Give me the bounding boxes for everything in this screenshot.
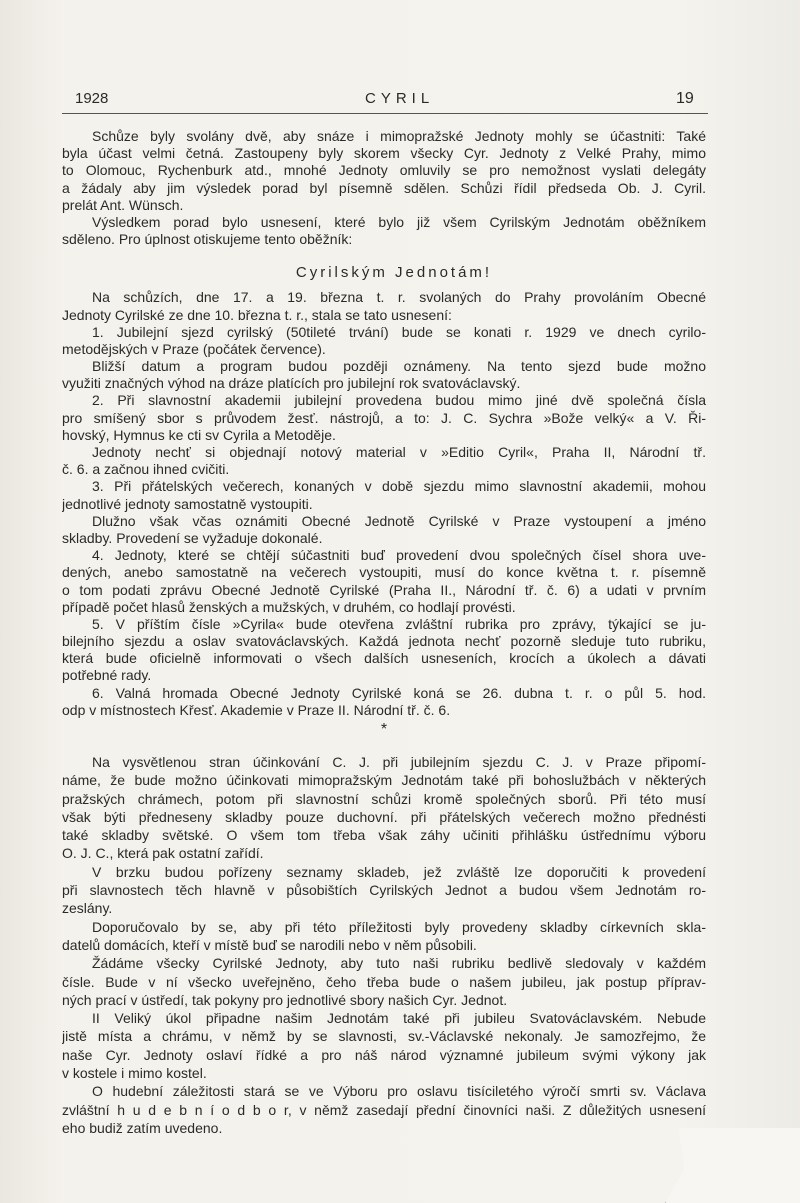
text-line: Na vysvětlenou stran účinkování C. J. při jubilejním sjezdu C. J. v Praze připomí- xyxy=(92,754,706,770)
text-line: O hudební záležitosti stará se ve Výboru pro oslavu tisíciletého výročí smrti sv. Václava xyxy=(92,1083,706,1100)
paragraph xyxy=(62,478,706,512)
text-line: O. J. C., která pak ostatní zařídí. xyxy=(62,845,264,862)
text-line: Žádáme všecky Cyrilské Jednoty, aby tuto naši rubriku bedlivě sledovaly v každém xyxy=(92,955,706,972)
text-line: Jednoty nechť si objednají notový material v »Editio Cyril«, Praha II, Národní tř. xyxy=(92,444,706,460)
circular-heading: Cyrilským Jednotám! xyxy=(295,264,493,282)
resolutions-section xyxy=(62,289,706,719)
text-line: která bude oficielně informovati o všech dalších usneseních, krocích a úkolech a dávati xyxy=(62,650,706,667)
text-line: o tom podati zprávu Obecné Jednotě Cyrilské (Praha II., Národní tř. č. 6) a udati v prvním xyxy=(62,581,706,598)
text-line: hovský, Hymnus ke cti sv Cyrila a Metoděje. xyxy=(62,426,336,443)
text-line: Na schůzích, dne 17. a 19. března t. r. svolaných do Prahy provoláním Obecné xyxy=(92,289,706,306)
text-line: č. 6. a začnou ihned cvičiti. xyxy=(62,461,230,478)
text-line: II Veliký úkol připadne našim Jednotám také při jubileu Svatováclavském. Nebude xyxy=(92,1010,706,1027)
paragraph xyxy=(62,753,706,863)
text-line: bilejního sjezdu a oslav svatováclavských. Každá jednota nechť pozorně sleduje tuto rubriku, xyxy=(62,633,706,650)
text-line: V brzku budou pořízeny seznamy skladeb, jež zvláště lze doporučiti k provedení xyxy=(92,863,706,880)
text-line: Doporučovalo by se, aby při této příležitosti byly provedeny skladby církevních skla- xyxy=(92,918,706,935)
paragraph xyxy=(62,547,706,616)
paragraph xyxy=(62,1009,706,1082)
header-year: 1928 xyxy=(75,90,109,107)
header-rule xyxy=(62,113,708,114)
paragraph xyxy=(62,1082,706,1137)
article-body xyxy=(62,128,706,1137)
text-line: skladby. Provedení se vyžaduje dokonalé. xyxy=(62,529,323,546)
paragraph xyxy=(62,616,706,685)
text-line: odp v místnostech Křesť. Akademie v Praze II. Národní tř. č. 6. xyxy=(62,701,451,718)
paragraph xyxy=(62,324,706,358)
text-line: náme, že bude možno účinkovati mimopražským Jednotám také při bohoslužbách v některých xyxy=(62,772,706,789)
text-line: to Olomouc, Rychenburk atd., mnohé Jednoty omluvily se pro nemožnost vyslati delegáty xyxy=(62,162,706,179)
text-line: sděleno. Pro úplnost otiskujeme tento oběžník: xyxy=(62,231,353,248)
text-line: 6. Valná hromada Obecné Jednoty Cyrilské koná se 26. dubna t. r. o půl 5. hod. xyxy=(92,684,706,701)
text-line: však býti předneseny skladby pouze duchovní. při přátelských večerech možno přednésti xyxy=(62,808,706,825)
text-line: prelát Ant. Wünsch. xyxy=(62,196,184,213)
text-line: případě počet hlasů ženských a mužských, v druhém, co hodlají provésti. xyxy=(62,598,516,615)
paragraph xyxy=(62,392,706,444)
paragraph xyxy=(62,358,706,392)
paragraph xyxy=(62,918,706,955)
text-line: datelů domácích, kteří v místě buď se narodili nebo v něm působili. xyxy=(62,936,477,953)
paragraph xyxy=(62,128,706,214)
header-title: CYRIL xyxy=(365,90,435,107)
notes-section xyxy=(62,753,706,1137)
text-line: využiti značných výhod na dráze platících pro jubilejní rok svatováclavský. xyxy=(62,375,521,392)
text-line: dených, anebo samostatně na večerech vystoupiti, musí do konce května t. r. písemně xyxy=(62,564,706,581)
text-line: Výsledkem porad bylo usnesení, které bylo již všem Cyrilským Jednotám oběžníkem xyxy=(92,213,706,230)
paragraph xyxy=(62,444,706,478)
text-line: metodějských v Praze (počátek července). xyxy=(62,340,326,357)
text-line: potřebné rady. xyxy=(62,667,152,684)
text-line: pražských chrámech, potom při slavnostní schůzi kromě společných sborů. Při této musí xyxy=(62,790,706,807)
text-line: 5. V příštím čísle »Cyrila« bude otevřena zvláštní rubrika pro zprávy, týkající se ju- xyxy=(92,615,706,632)
text-line: při slavnostech těch hlavně v působištích Cyrilských Jednot a budou všem Jednotám ro- xyxy=(62,882,706,899)
text-line: Dlužno však včas oznámiti Obecné Jednotě Cyrilské v Praze vystoupení a jméno xyxy=(92,512,706,529)
text-line: Jednoty Cyrilské ze dne 10. března t. r., stala se tato usnesení: xyxy=(62,306,452,323)
text-line: byla účast velmi četná. Zastoupeny byly skorem všecky Cyr. Jednoty z Velké Prahy, mimo xyxy=(62,145,706,162)
paragraph xyxy=(62,214,706,248)
text-line: čísle. Bude v ní všecko uveřejněno, čeho třeba bude o našem jubileu, jak postup příprav- xyxy=(62,973,706,990)
intro-section xyxy=(62,128,706,248)
text-line: zeslány. xyxy=(62,900,113,917)
paragraph xyxy=(62,863,706,918)
paragraph xyxy=(62,685,706,719)
paragraph xyxy=(62,954,706,1009)
text-line: naše Cyr. Jednoty oslaví řídké a pro náš národ významné jubileum svými výkony jak xyxy=(62,1046,706,1063)
text-line: Schůze byly svolány dvě, aby snáze i mimopražské Jednoty mohly se účastniti: Také xyxy=(92,128,706,144)
text-line: ných prací v ústředí, tak pokyny pro jednotlivé sbory našich Cyr. Jednot. xyxy=(62,991,508,1008)
page-corner-curl xyxy=(665,1128,800,1203)
text-line: 4. Jednoty, které se chtějí súčastniti buď provedení dvou společných čísel shora uve- xyxy=(92,547,706,564)
text-line: také skladby světské. O všem tom třeba však záhy učiniti přihlášku ústřednímu výboru xyxy=(62,827,706,844)
text-line: jistě místa a chrámu, v němž by se slavnosti, sv.-Václavské nekonaly. Je samozřejmo, že xyxy=(62,1028,706,1045)
text-line: zvláštní h u d e b n í o d b o r, v němž zasedají přední činovníci naši. Z důležitých usnesení xyxy=(62,1101,706,1118)
page-number: 19 xyxy=(676,90,694,107)
text-line: pro smíšený sbor s průvodem žesť. nástrojů, a to: J. C. Sychra »Bože velký« a V. Ři- xyxy=(62,409,706,426)
text-line: v kostele i mimo kostel. xyxy=(62,1065,207,1082)
text-line: a žádaly aby jim výsledek porad byl písemně sdělen. Schůzi řídil předseda Ob. J. Cyril. xyxy=(62,179,706,196)
paragraph xyxy=(62,289,706,323)
text-line: eho budiž zatím uvedeno. xyxy=(62,1119,223,1136)
text-line: Bližší datum a program budou později oznámeny. Na tento sjezd bude možno xyxy=(92,358,706,375)
section-separator: * xyxy=(380,721,388,738)
text-line: 1. Jubilejní sjezd cyrilský (50tileté trvání) bude se konati r. 1929 ve dnech cyrilo- xyxy=(92,323,706,340)
text-line: jednotlivé jednoty samostatně vystoupiti. xyxy=(62,495,313,512)
text-line: 2. Při slavnostní akademii jubilejní provedena budou mimo jiné dvě společná čísla xyxy=(92,392,706,409)
paragraph xyxy=(62,513,706,547)
text-line: 3. Při přátelských večerech, konaných v době sjezdu mimo slavnostní akademii, mohou xyxy=(92,478,706,495)
